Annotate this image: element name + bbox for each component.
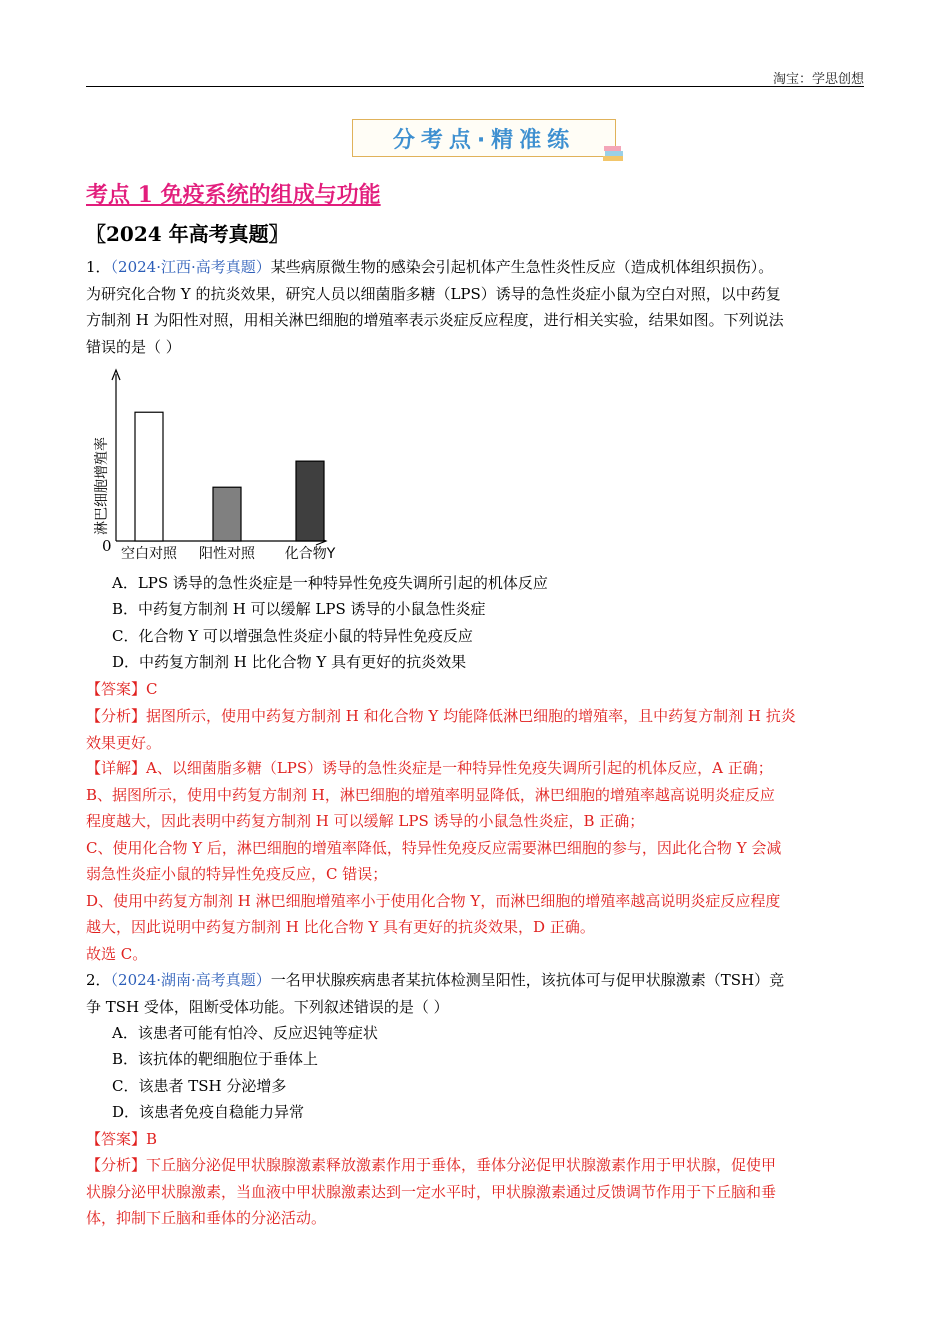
q2-number: 2． xyxy=(86,971,111,989)
q1-detail-line: 弱急性炎症小鼠的特异性免疫反应，C 错误； xyxy=(86,865,388,883)
subsection-title: 〖2024 年高考真题〗 xyxy=(86,222,289,246)
q1-analysis-label: 【分析】 xyxy=(86,707,147,725)
section-banner xyxy=(352,119,616,157)
q2-analysis xyxy=(86,1152,864,1232)
q1-answer-value: C xyxy=(146,680,158,698)
q2-option-d[interactable]: D．该患者免疫自稳能力异常 xyxy=(112,1103,305,1121)
q1-detail-line: C、使用化合物 Y 后，淋巴细胞的增殖率降低，特异性免疫反应需要淋巴细胞的参与，因此化合物 Y 会减 xyxy=(86,838,782,857)
category-label: 阳性对照 xyxy=(199,546,255,562)
q1-number: 1． xyxy=(86,258,111,276)
q1-detail-label: 【详解】 xyxy=(86,759,147,777)
q1-detail xyxy=(86,755,864,967)
q2-answer-label: 【答案】 xyxy=(86,1130,147,1148)
bar-2 xyxy=(213,487,241,541)
q2-stem-line1: 一名甲状腺疾病患者某抗体检测呈阳性，该抗体可与促甲状腺激素（TSH）竞 xyxy=(270,971,785,989)
y-axis-label: 淋巴细胞增殖率 xyxy=(94,437,110,535)
bar-3 xyxy=(296,461,324,541)
q1-stem-line1: 某些病原微生物的感染会引起机体产生急性炎性反应（造成机体组织损伤）。 xyxy=(270,258,774,276)
section-title: 考点 1 免疫系统的组成与功能 xyxy=(86,182,381,208)
q1-analysis-line2: 效果更好。 xyxy=(86,733,162,752)
q1-analysis xyxy=(86,703,864,756)
q1-answer xyxy=(86,676,864,703)
q1-source: （2024·江西·高考真题） xyxy=(110,258,271,276)
q1-stem-line4: 错误的是（ ） xyxy=(86,337,181,356)
category-label: 空白对照 xyxy=(121,546,177,562)
q2-answer-value: B xyxy=(146,1130,158,1148)
q1-option-a[interactable]: A．LPS 诱导的急性炎症是一种特异性免疫失调所引起的机体反应 xyxy=(112,574,548,592)
q1-answer-label: 【答案】 xyxy=(86,680,147,698)
header-divider xyxy=(86,86,864,87)
q1-detail-line: 程度越大，因此表明中药复方制剂 H 可以缓解 LPS 诱导的小鼠急性炎症，B 正确； xyxy=(86,812,645,830)
q1-detail-line: 故选 C。 xyxy=(86,944,148,963)
origin-label: 0 xyxy=(102,537,112,555)
category-label: 化合物Y xyxy=(284,546,336,562)
q1-detail-line: D、使用中药复方制剂 H 淋巴细胞增殖率小于使用化合物 Y，而淋巴细胞的增殖率越高说明炎症反应程度 xyxy=(86,891,781,910)
q2-analysis-line: 状腺分泌甲状腺激素，当血液中甲状腺激素达到一定水平时，甲状腺激素通过反馈调节作用于下丘脑和垂 xyxy=(86,1182,777,1201)
q2-option-b[interactable]: B．该抗体的靶细胞位于垂体上 xyxy=(112,1050,319,1068)
banner-text: 分考点·精准练 xyxy=(392,127,576,153)
q1-option-c[interactable]: C．化合物 Y 可以增强急性炎症小鼠的特异性免疫反应 xyxy=(112,627,473,645)
q1-option-d[interactable]: D．中药复方制剂 H 比化合物 Y 具有更好的抗炎效果 xyxy=(112,653,467,671)
q1-detail-line: 越大，因此说明中药复方制剂 H 比化合物 Y 具有更好的抗炎效果，D 正确。 xyxy=(86,918,595,936)
q1-option-b[interactable]: B．中药复方制剂 H 可以缓解 LPS 诱导的小鼠急性炎症 xyxy=(112,600,486,618)
header-source: 淘宝：学思创想 xyxy=(772,72,864,87)
q1-stem-line2: 为研究化合物 Y 的抗炎效果，研究人员以细菌脂多糖（LPS）诱导的急性炎症小鼠为空白对照，以中药复 xyxy=(86,284,781,303)
q2-source: （2024·湖南·高考真题） xyxy=(110,971,271,989)
q1-detail-line: B、据图所示，使用中药复方制剂 H，淋巴细胞的增殖率明显降低，淋巴细胞的增殖率越高说明炎症反应 xyxy=(86,785,775,804)
q1-stem xyxy=(86,254,864,360)
q2-stem-line2: 争 TSH 受体，阻断受体功能。下列叙述错误的是（ ） xyxy=(86,997,449,1016)
books-icon xyxy=(601,142,627,164)
q1-detail-line: A、以细菌脂多糖（LPS）诱导的急性炎症是一种特异性免疫失调所引起的机体反应，A 正确； xyxy=(146,759,773,777)
bar-1 xyxy=(135,412,163,541)
q2-option-c[interactable]: C．该患者 TSH 分泌增多 xyxy=(112,1077,287,1095)
q1-analysis-line1: 据图所示，使用中药复方制剂 H 和化合物 Y 均能降低淋巴细胞的增殖率，且中药复方制剂 H 抗炎 xyxy=(146,707,796,725)
bar-chart xyxy=(86,364,356,569)
q2-analysis-line: 体，抑制下丘脑和垂体的分泌活动。 xyxy=(86,1209,327,1227)
q2-option-a[interactable]: A．该患者可能有怕冷、反应迟钝等症状 xyxy=(112,1024,378,1042)
q2-stem xyxy=(86,967,864,1020)
q2-analysis-label: 【分析】 xyxy=(86,1156,147,1174)
q2-answer xyxy=(86,1126,864,1153)
q2-analysis-line: 下丘脑分泌促甲状腺腺激素释放激素作用于垂体，垂体分泌促甲状腺激素作用于甲状腺，促使甲 xyxy=(146,1156,777,1174)
q1-stem-line3: 方制剂 H 为阳性对照，用相关淋巴细胞的增殖率表示炎症反应程度，进行相关实验，结果如图。下列说法 xyxy=(86,311,784,329)
